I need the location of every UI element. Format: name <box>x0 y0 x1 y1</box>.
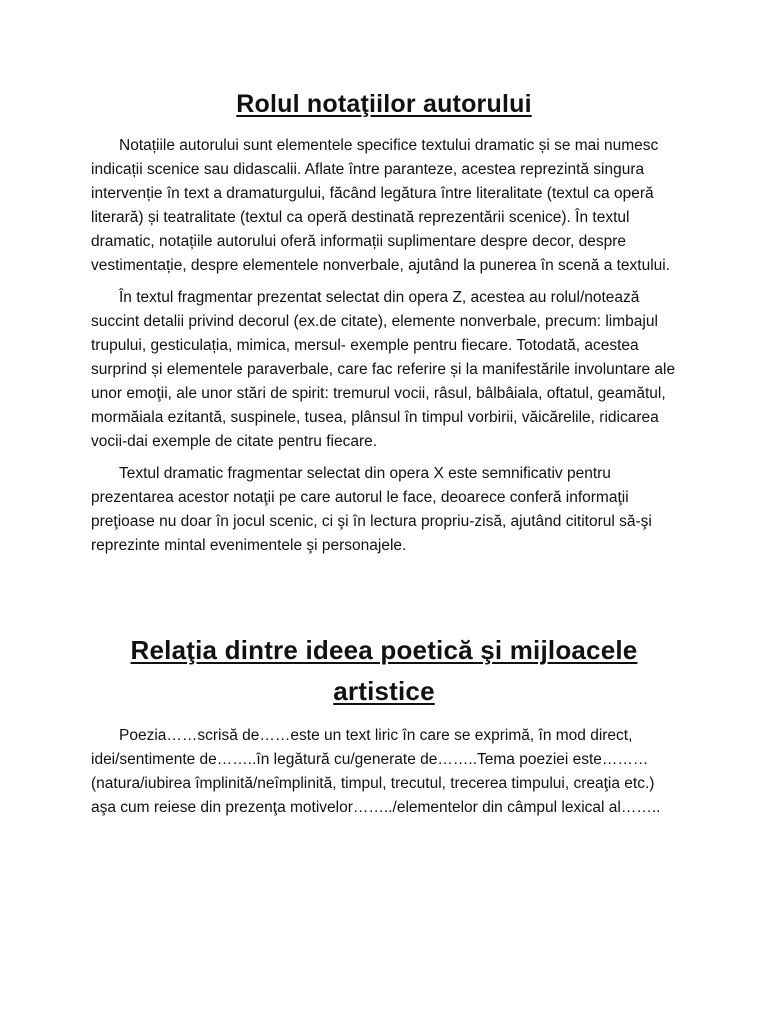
paragraph-notatii-semnificatie: Textul dramatic fragmentar selectat din opera X este semnificativ pentru prezentarea acestor notaţii pe care autorul le face, deoarece conferă informaţii preţioase nu doar în jocul scenic, ci şi în lectura propriu-zisă, ajutând cititorul să-şi reprezinte mintal evenimentele şi personajele. <box>91 465 652 554</box>
paragraph-notatii-rol: În textul fragmentar prezentat selectat din opera Z, acestea au rolul/notează succint detalii privind decorul (ex.de citate), elemente nonverbale, precum: limbajul trupului, gesticulația, mimica, mersul- exemple pentru fiecare. Totodată, acestea surprind și elementele paraverbale, care fac referire și la manifestările involuntare ale unor emoţii, ale unor stări de spirit: tremurul vocii, râsul, bâlbâiala, oftatul, geamătul, mormăiala ezitantă, suspinele, tusea, plânsul în timpul vorbirii, văicărelile, ridicarea vocii-dai exemple de citate pentru fiecare. <box>91 289 676 450</box>
paragraph-poezia: Poezia……scrisă de……este un text liric în care se exprimă, în mod direct, idei/sentimente de……..în legătură cu/generate de……..Tema poeziei este……… (natura/iubirea împlinită/neîmplinită, timpul, trecutul, trecerea timpului, creaţia etc.) aşa cum reiese din prezenţa motivelor……../elementelor din câmpul lexical al…….. <box>91 727 661 816</box>
section-title-rolul-notatiilor: Rolul notaţiilor autorului <box>236 90 532 118</box>
paragraph-notatii-definitie: Notațiile autorului sunt elementele specifice textului dramatic și se mai numesc indicații scenice sau didascalii. Aflate între paranteze, acestea reprezintă singura intervenție în text a dramaturgului, făcând legătura între literalitate (textul ca operă literară) și teatralitate (textul ca operă destinată reprezentării scenice). În textul dramatic, notațiile autorului oferă informații suplimentare despre decor, despre vestimentație, despre elementele nonverbale, ajutând la punerea în scenă a textului. <box>91 137 671 274</box>
section-title-relatia-idee-mijloace: Relaţia dintre ideea poetică şi mijloacele artistice <box>130 635 638 706</box>
document-content <box>91 86 677 828</box>
